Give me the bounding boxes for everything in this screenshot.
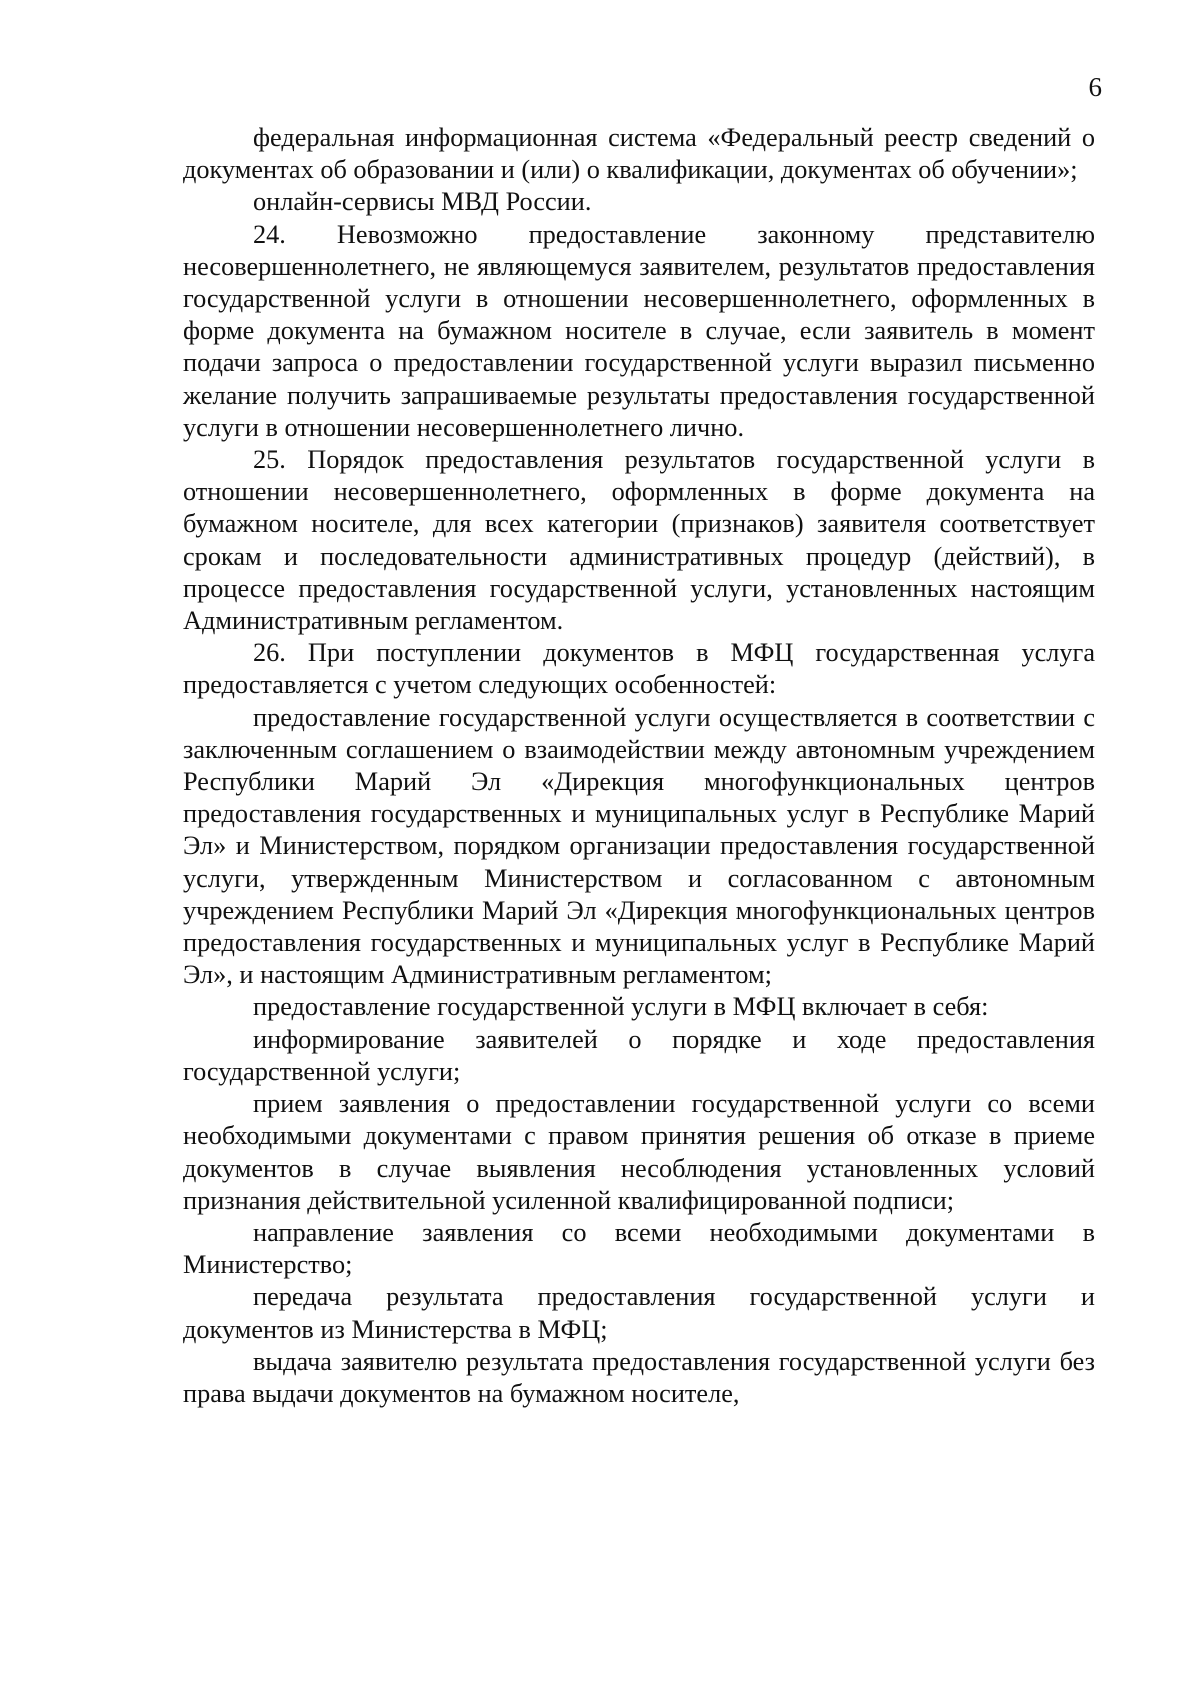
- paragraph-informing: информирование заявителей о порядке и ходе предоставления государственной услуги;: [183, 1024, 1095, 1086]
- paragraph-mfc-agreement: предоставление государственной услуги осуществляется в соответствии с заключенным соглашением о взаимодействии между автономным учреждением Республики Марий Эл «Дирекция многофункциональных центров предоставления государственных и муниципальных услуг в Республике Марий Эл» и Министерством, порядком организации предоставления государственной услуги, утвержденным Министерством и согласованном с автономным учреждением Республики Марий Эл «Дирекция многофункциональных центров предоставления государственных и муниципальных услуг в Республике Марий Эл», и настоящим Административным регламентом;: [183, 702, 1095, 990]
- page-number: 6: [1088, 72, 1102, 102]
- document-body: [183, 122, 1095, 1410]
- paragraph-mvd-services: онлайн-сервисы МВД России.: [253, 187, 592, 217]
- paragraph-mfc-includes: предоставление государственной услуги в МФЦ включает в себя:: [253, 992, 989, 1022]
- paragraph-federal-registry: федеральная информационная система «Федеральный реестр сведений о документах об образовании и (или) о квалификации, документах об обучении»;: [183, 123, 1095, 185]
- paragraph-clause-24: 24. Невозможно предоставление законному представителю несовершеннолетнего, не являющемуся заявителем, результатов предоставления государственной услуги в отношении несовершеннолетнего, оформленных в форме документа на бумажном носителе в случае, если заявитель в момент подачи запроса о предоставлении государственной услуги выразил письменно желание получить запрашиваемые результаты предоставления государственной услуги в отношении несовершеннолетнего лично.: [183, 219, 1095, 442]
- paragraph-clause-26: 26. При поступлении документов в МФЦ государственная услуга предоставляется с учетом следующих особенностей:: [183, 638, 1095, 700]
- paragraph-transfer: передача результата предоставления государственной услуги и документов из Министерства в МФЦ;: [183, 1282, 1095, 1344]
- paragraph-forwarding: направление заявления со всеми необходимыми документами в Министерство;: [183, 1217, 1095, 1280]
- paragraph-reception: прием заявления о предоставлении государственной услуги со всеми необходимыми документами с правом принятия решения об отказе в приеме документов в случае выявления несоблюдения установленных условий признания действительной усиленной квалифицированной подписи;: [183, 1089, 1095, 1215]
- paragraph-issuance: выдача заявителю результата предоставления государственной услуги без права выдачи документов на бумажном носителе,: [183, 1346, 1095, 1408]
- paragraph-clause-25: 25. Порядок предоставления результатов государственной услуги в отношении несовершеннолетнего, оформленных в форме документа на бумажном носителе, для всех категории (признаков) заявителя соответствует срокам и последовательности административных процедур (действий), в процессе предоставления государственной услуги, установленных настоящим Административным регламентом.: [183, 445, 1095, 636]
